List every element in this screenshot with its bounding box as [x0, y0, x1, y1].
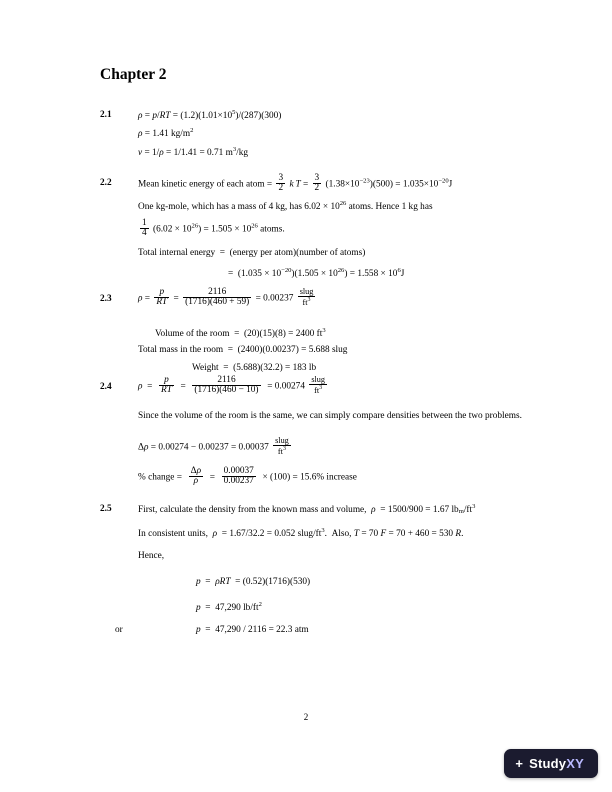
problem-2-4-line-2: Since the volume of the room is the same, we can simply compare densities between the two problems.: [138, 411, 522, 421]
page-title: Chapter 2: [100, 66, 167, 83]
problem-number-2-5: 2.5: [100, 504, 112, 514]
problem-2-2-line-2: One kg-mole, which has a mass of 4 kg, has $6.02 \times 10^{26}$ atoms. Hence 1 kg has: [138, 200, 433, 212]
problem-2-5-line-5: p = 47,290 $lb/ft^2$: [196, 601, 262, 613]
problem-2-3-line-1: ρ = $\frac{p}{RT}$ = $\frac{2116}{(1716)(460 + 59)}$ = 0.00237 $\frac{\text{slug}}{ft^3}$: [138, 286, 314, 308]
problem-number-2-4: 2.4: [100, 382, 112, 392]
plus-icon: +: [515, 756, 524, 771]
watermark-brand-accent: XY: [566, 756, 584, 771]
problem-2-1-line-1: $\rho = p/RT = (1.2)(1.01\times 10^5)/(287)(300)$: [138, 109, 282, 121]
problem-2-4-line-4: % change = $\frac{\Delta\rho}{\rho}$ = $\frac{0.00037}{0.00237}$ × (100) = 15.6% increase: [138, 465, 357, 487]
problem-2-3-line-3: Total mass in the room = (2400)(0.00237) = 5.688 slug: [138, 345, 348, 355]
watermark-brand: [529, 756, 584, 771]
problem-2-4-line-3: Δρ = 0.00274 − 0.00237 = 0.00037 $\frac{\text{slug}}{ft^3}$: [138, 435, 289, 457]
problem-2-3-line-4: Weight = (5.688)(32.2) = 183 lb: [192, 363, 317, 373]
problem-2-5-line-2: In consistent units, ρ = 1.67/32.2 = 0.052 slug/$ft^3$. Also, T = 70 F = 70 + 460 = 530 R.: [138, 527, 464, 539]
problem-2-3-line-2: Volume of the room = (20)(15)(8) = 2400 $ft^3$: [155, 327, 326, 339]
problem-2-2-line-3: $\frac{1}{4}$ $(6.02 \times 10^{26}) = 1.505 \times 10^{26}$ atoms.: [142, 217, 285, 239]
problem-number-2-1: 2.1: [100, 110, 112, 120]
problem-2-2-line-5: = $(1.035 \times 10^{-20})(1.505 \times 10^{26}) = 1.558 \times 10^6J$: [228, 267, 405, 279]
watermark-brand-main: Study: [529, 756, 567, 771]
problem-2-5-line-1: First, calculate the density from the known mass and volume, ρ = 1500/900 = 1.67 $lb_m/ft^3$: [138, 503, 476, 515]
problem-2-5-line-4: p = ρRT = (0.52)(1716)(530): [196, 577, 311, 587]
problem-2-5-line-6: or: [115, 625, 123, 635]
page-number: 2: [303, 712, 309, 722]
problem-number-2-2: 2.2: [100, 178, 112, 188]
problem-2-5-line-7: p = 47,290 / 2116 = 22.3 atm: [196, 625, 309, 635]
studyxy-watermark[interactable]: [504, 749, 598, 778]
problem-number-2-3: 2.3: [100, 294, 112, 304]
problem-2-4-line-1: ρ = $\frac{p}{RT}$ = $\frac{2116}{(1716)(460 - 10)}$ = 0.00274 $\frac{\text{slug}}{ft^3}$: [138, 374, 325, 396]
problem-2-2-line-1: Mean kinetic energy of each atom = $\frac{3}{2}$ k T = $\frac{3}{2}$ $(1.38\times 10^{-23})(500) = 1.035\times 10^{-20}J$: [138, 172, 453, 194]
problem-2-2-line-4: Total internal energy = (energy per atom)(number of atoms): [138, 248, 366, 258]
problem-2-1-line-2: ρ = 1.41 $kg/m^2$: [138, 127, 194, 139]
problem-2-1-line-3: v = 1/ρ = 1/1.41 = 0.71 $m^3/kg$: [138, 146, 249, 158]
problem-2-5-line-3: Hence,: [138, 551, 165, 561]
